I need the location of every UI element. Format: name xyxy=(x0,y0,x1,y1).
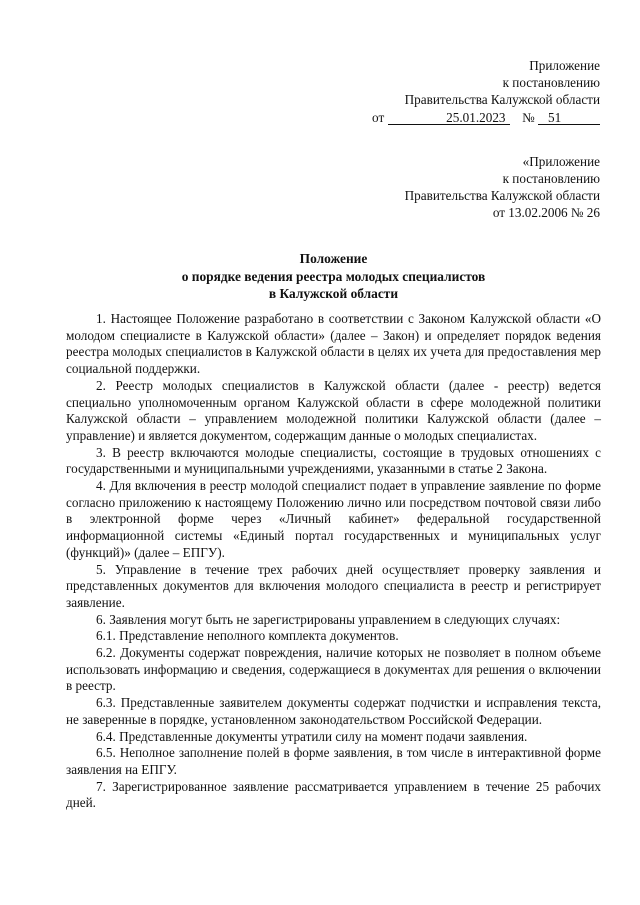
header-original-appendix-block xyxy=(360,153,600,221)
header-appendix-line: Приложение xyxy=(529,58,600,73)
document-title xyxy=(66,250,601,303)
paragraph-4: 4. Для включения в реестр молодой специалист подает в управление заявление по форме согласно приложению к настоящему Положению лично или посредством почтовой связи либо в электронной форме через «Личный кабинет» федеральной государственной информационной системы «Единый портал государственных и муниципальных услуг (функций)» (далее – ЕПГУ). xyxy=(66,478,601,560)
paragraph-6-2: 6.2. Документы содержат повреждения, наличие которых не позволяет в полном объеме использовать информацию и сведения, содержащиеся в документах для решения о включении в реестр. xyxy=(66,645,601,694)
paragraph-6-3: 6.3. Представленные заявителем документы содержат подчистки и исправления текста, не заверенные в порядке, установленном законодательством Российской Федерации. xyxy=(66,695,601,727)
date-prefix: от xyxy=(372,110,385,125)
resolution-number: 51 xyxy=(538,111,600,125)
paragraph-6-4: 6.4. Представленные документы утратили силу на момент подачи заявления. xyxy=(96,728,528,744)
paragraph-6-5: 6.5. Неполное заполнение полей в форме заявления, в том числе в интерактивной форме заявления на ЕПГУ. xyxy=(66,745,601,777)
header-appendix-block xyxy=(360,57,600,126)
paragraph-7: 7. Зарегистрированное заявление рассматривается управлением в течение 25 рабочих дней. xyxy=(66,778,601,811)
resolution-date: 25.01.2023 xyxy=(388,111,510,125)
header-date-number-line xyxy=(360,109,600,126)
paragraph-6-1: 6.1. Представление неполного комплекта документов. xyxy=(96,628,399,644)
document-body xyxy=(66,311,601,812)
title-line-3: в Калужской области xyxy=(268,286,399,301)
title-line-2: о порядке ведения реестра молодых специалистов xyxy=(181,268,486,284)
header-original-date-line: от 13.02.2006 № 26 xyxy=(492,205,600,220)
paragraph-6: 6. Заявления могут быть не зарегистрированы управлением в следующих случаях: xyxy=(96,611,561,627)
header-government-line: Правительства Калужской области xyxy=(404,92,600,107)
paragraph-5: 5. Управление в течение трех рабочих дней осуществляет проверку заявления и представленных документов для включения молодого специалиста в реестр и регистрирует заявление. xyxy=(66,561,601,610)
header-resolution-line: к постановлению xyxy=(502,75,600,90)
header-original-resolution-line: к постановлению xyxy=(502,171,600,186)
paragraph-2: 2. Реестр молодых специалистов в Калужской области (далее - реестр) ведется специально уполномоченным органом Калужской области в сфере молодежной политики Калужской области – управлением молодежной политики Калужской области (далее – управление) и является документом, содержащим данные о молодых специалистах. xyxy=(66,377,601,443)
title-line-1: Положение xyxy=(299,251,368,266)
number-prefix: № xyxy=(522,110,535,125)
paragraph-1: 1. Настоящее Положение разработано в соответствии с Законом Калужской области «О молодом специалисте в Калужской области» (далее – Закон) и определяет порядок ведения реестра молодых специалистов в Калужской области в целях их учета для предоставления мер социальной поддержки. xyxy=(66,311,601,377)
header-original-government-line: Правительства Калужской области xyxy=(404,188,600,203)
header-original-appendix-line: «Приложение xyxy=(522,154,600,169)
paragraph-3: 3. В реестр включаются молодые специалисты, состоящие в трудовых отношениях с государственными и муниципальными учреждениями, указанными в статье 2 Закона. xyxy=(66,444,601,477)
